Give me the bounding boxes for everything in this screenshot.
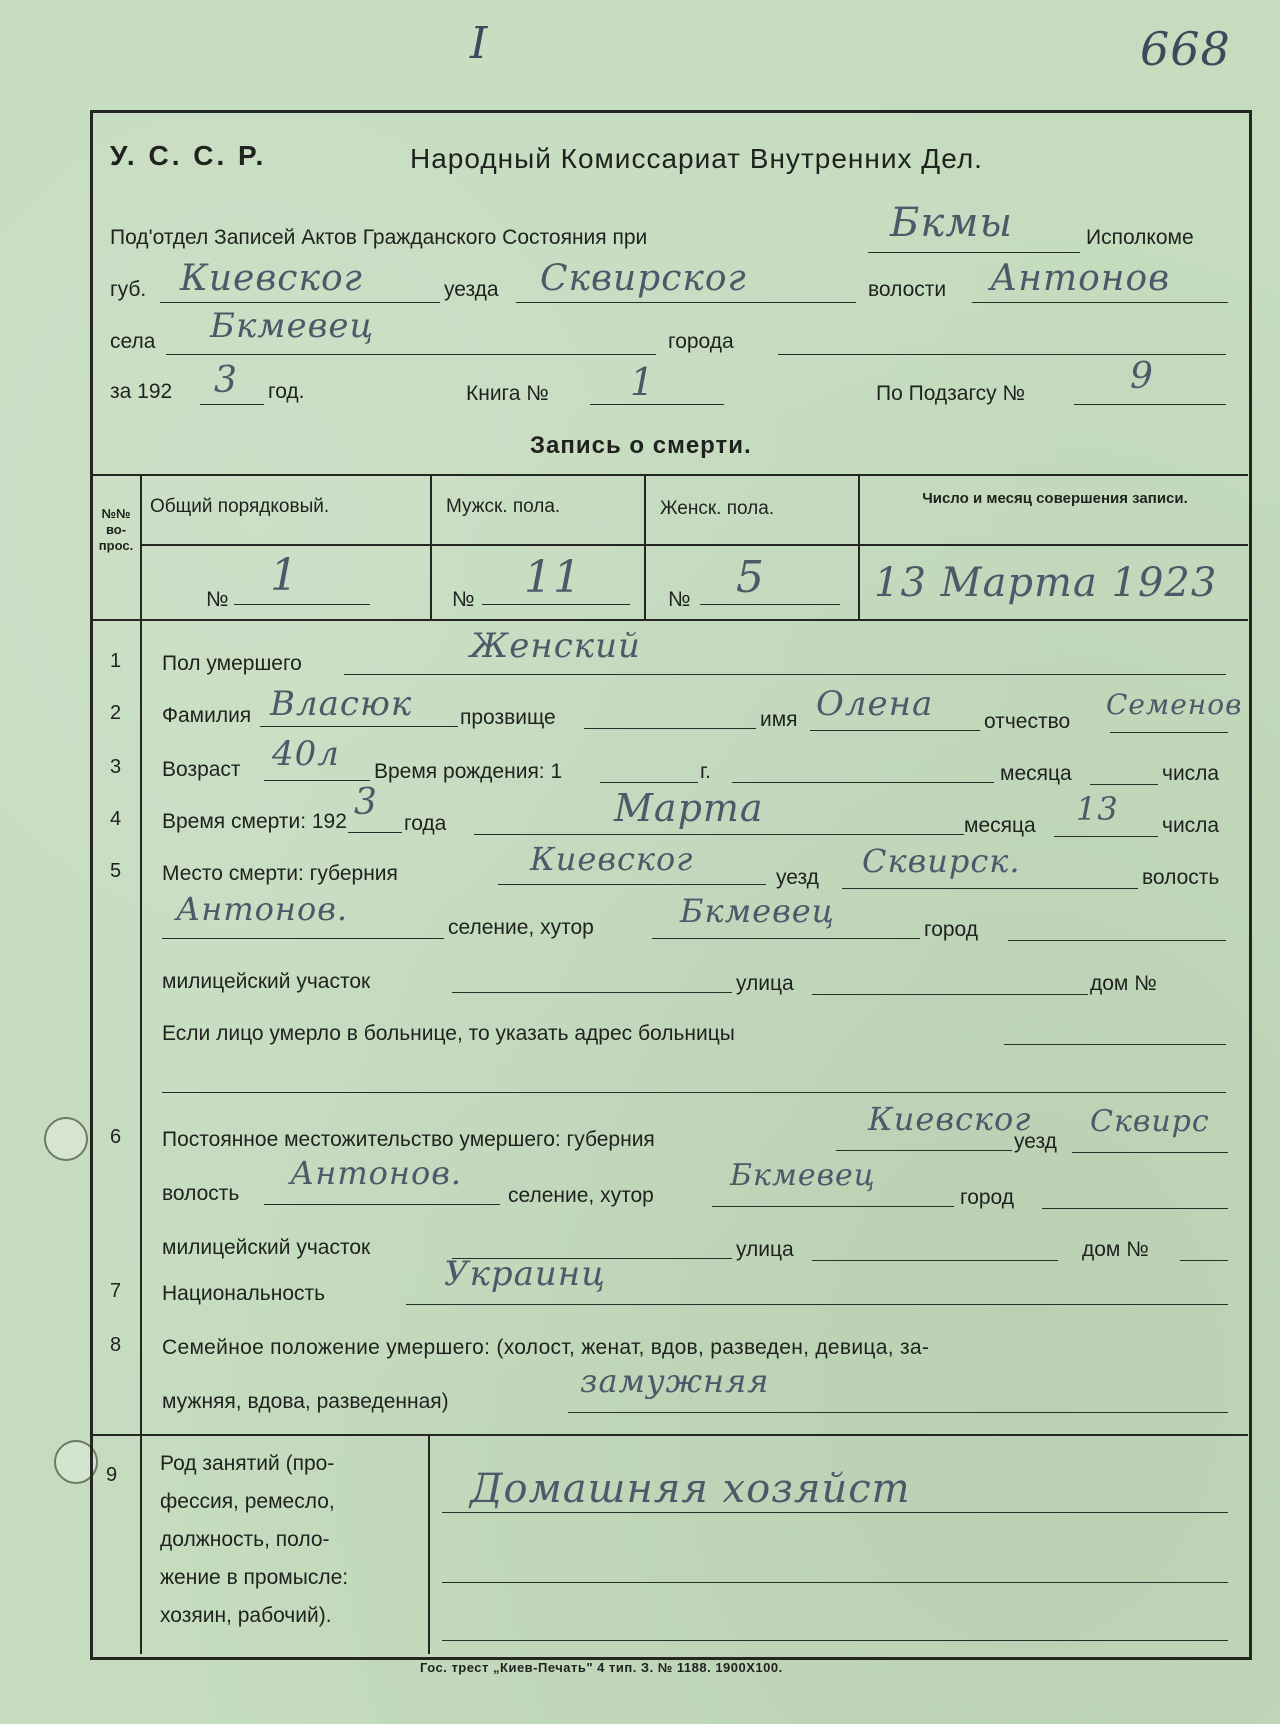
occupation-label-1: Род занятий (про-	[160, 1452, 335, 1475]
commissariat-title: Народный Комиссариат Внутренних Дел.	[410, 143, 983, 174]
patronymic-label: отчество	[984, 710, 1071, 733]
death-place-uezd-label: уезд	[776, 866, 819, 889]
age-label: Возраст	[162, 758, 241, 781]
book-label: Книга №	[466, 382, 549, 405]
record-title: Запись о смерти.	[530, 432, 752, 459]
question-number: 3	[110, 756, 122, 778]
subdept-label: Под'отдел Записей Актов Гражданского Состояния при	[110, 226, 648, 249]
question-number: 4	[110, 808, 122, 830]
birth-year-suffix: г.	[700, 760, 711, 783]
name-label: имя	[760, 708, 798, 731]
male-number-value: 11	[524, 552, 582, 603]
archive-folio-number: 668	[1140, 22, 1231, 76]
death-day-value: 13	[1076, 790, 1119, 828]
republic-title: У. С. С. Р.	[110, 140, 267, 171]
death-militia-label: милицейский участок	[162, 970, 371, 993]
death-place-gub-value: Киевског	[530, 840, 694, 878]
question-number: 5	[110, 860, 122, 882]
question-number: 1	[110, 650, 122, 672]
uezd-label: уезда	[444, 278, 499, 301]
residence-volost-value: Антонов.	[290, 1154, 463, 1192]
archive-mark-top: I	[470, 18, 489, 69]
surname-value: Власюк	[270, 684, 413, 724]
death-place-label: Место смерти: губерния	[162, 862, 398, 885]
death-street-label: улица	[736, 972, 794, 995]
record-date-value: 13 Марта 1923	[874, 560, 1218, 606]
death-place-gorod-label: город	[924, 918, 979, 941]
subzags-label: По Подзагсу №	[876, 382, 1026, 405]
age-value: 40л	[272, 734, 340, 774]
col-date-header: Число и месяц совершения записи.	[922, 490, 1188, 507]
uezd-value: Сквирског	[540, 258, 747, 299]
residence-gorod-label: город	[960, 1186, 1015, 1209]
ispolkom-label: Исполкоме	[1086, 226, 1194, 249]
nationality-label: Национальность	[162, 1282, 326, 1305]
female-number-value: 5	[736, 552, 765, 603]
death-month-label: месяца	[964, 814, 1036, 837]
sex-value: Женский	[470, 626, 641, 666]
general-no-prefix: №	[206, 588, 229, 611]
birth-day-label: числа	[1162, 762, 1220, 785]
death-place-volost-value: Антонов.	[176, 890, 349, 928]
male-no-prefix: №	[452, 588, 475, 611]
residence-selo-label: селение, хутор	[508, 1184, 654, 1207]
death-day-label: числа	[1162, 814, 1220, 837]
death-time-label: Время смерти: 192	[162, 810, 347, 833]
hospital-label: Если лицо умерло в больнице, то указать адрес больницы	[162, 1022, 735, 1045]
marital-value: замужняя	[580, 1362, 770, 1400]
selo-value: Бкмевец	[210, 306, 375, 346]
death-year-suffix: года	[404, 812, 447, 835]
question-number: 7	[110, 1280, 122, 1302]
female-no-prefix: №	[668, 588, 691, 611]
year-value: 3	[214, 360, 238, 401]
residence-gub-value: Киевског	[868, 1100, 1032, 1138]
gorod-label: города	[668, 330, 734, 353]
death-place-selo-value: Бкмевец	[680, 892, 835, 930]
subdept-value: Бкмы	[890, 200, 1014, 246]
marital-label-line1: Семейное положение умершего: (холост, женат, вдов, разведен, девица, за-	[162, 1336, 930, 1359]
question-number: 6	[110, 1126, 122, 1148]
residence-street-label: улица	[736, 1238, 794, 1261]
year-label: за 192	[110, 380, 173, 403]
occupation-label-5: хозяин, рабочий).	[160, 1604, 332, 1627]
general-number-value: 1	[270, 550, 299, 601]
subzags-value: 9	[1130, 356, 1154, 397]
residence-house-label: дом №	[1082, 1238, 1149, 1261]
death-place-uezd-value: Сквирск.	[862, 842, 1021, 880]
death-place-selo-label: селение, хутор	[448, 916, 594, 939]
question-number: 9	[106, 1464, 118, 1486]
marital-label-line2: мужняя, вдова, разведенная)	[162, 1390, 449, 1413]
death-place-volost-label: волость	[1142, 866, 1220, 889]
occupation-label-2: фессия, ремесло,	[160, 1490, 335, 1513]
residence-selo-value: Бкмевец	[730, 1158, 876, 1193]
volost-label: волости	[868, 278, 947, 301]
occupation-label-3: должность, поло-	[160, 1528, 330, 1551]
patronymic-value: Семенов	[1106, 688, 1243, 721]
surname-label: Фамилия	[162, 704, 252, 727]
col-question-header: №№ во- прос.	[98, 506, 134, 553]
col-general-header: Общий порядковый.	[150, 496, 330, 517]
residence-uezd-label: уезд	[1014, 1130, 1057, 1153]
occupation-label-4: жение в промысле:	[160, 1566, 349, 1589]
gub-value: Киевског	[180, 258, 363, 299]
book-value: 1	[630, 360, 656, 404]
name-value: Олена	[816, 684, 934, 724]
death-house-label: дом №	[1090, 972, 1157, 995]
year-suffix: год.	[268, 380, 305, 403]
residence-uezd-value: Сквирс	[1090, 1104, 1210, 1139]
residence-militia-label: милицейский участок	[162, 1236, 371, 1259]
selo-label: села	[110, 330, 156, 353]
question-number: 2	[110, 702, 122, 724]
occupation-value: Домашняя хозяйст	[470, 1466, 911, 1512]
gub-label: губ.	[110, 278, 147, 301]
nickname-label: прозвище	[460, 706, 556, 729]
question-number: 8	[110, 1334, 122, 1356]
col-female-header: Женск. пола.	[660, 498, 775, 519]
punch-hole	[44, 1117, 88, 1161]
printer-imprint: Гос. трест „Киев-Печать" 4 тип. З. № 1188. 1900Х100.	[420, 1660, 783, 1675]
birth-label: Время рождения: 1	[374, 760, 563, 783]
death-month-value: Марта	[614, 786, 764, 830]
birth-month-label: месяца	[1000, 762, 1072, 785]
residence-label: Постоянное местожительство умершего: губерния	[162, 1128, 655, 1151]
death-year-value: 3	[354, 782, 378, 823]
sex-label: Пол умершего	[162, 652, 302, 675]
col-male-header: Мужск. пола.	[446, 496, 561, 517]
nationality-value: Украинц	[444, 1254, 606, 1294]
residence-volost-label: волость	[162, 1182, 240, 1205]
volost-value: Антонов	[990, 258, 1171, 299]
